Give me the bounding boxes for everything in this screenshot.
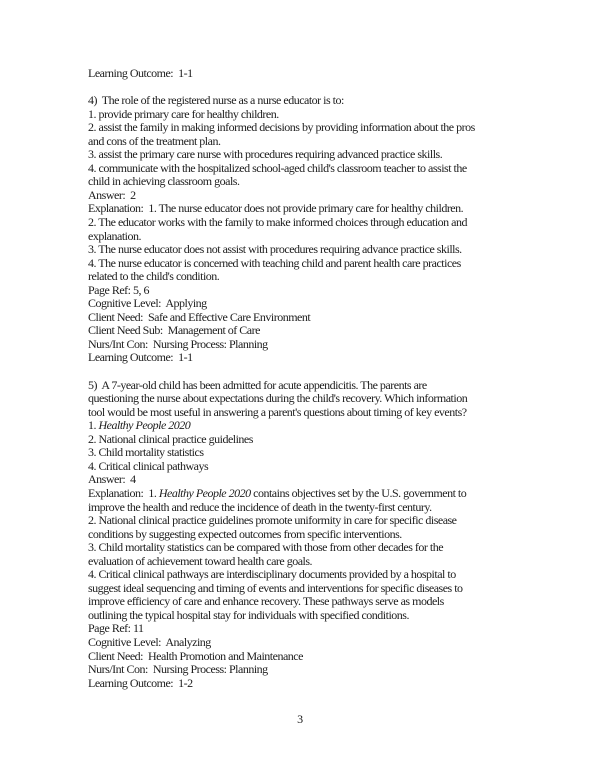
text-line [88,189,558,203]
text-line [88,162,558,176]
text-run: 4. The nurse educator is concerned with teaching child and parent health care practices [88,255,461,270]
text-run: 2. National clinical practice guidelines [88,431,253,446]
text-run: 1. [88,418,99,433]
text-line [88,568,558,582]
text-line [88,81,558,95]
text-line [88,555,558,569]
text-line [88,94,558,108]
text-run: Page Ref: 11 [88,621,144,636]
text-line [88,460,558,474]
text-run: Page Ref: 5, 6 [88,282,149,297]
text-run: conditions by suggesting expected outcomes from specific interventions. [88,526,402,541]
text-run: evaluation of achievement toward health care goals. [88,553,313,568]
text-line [88,609,558,623]
text-run: Learning Outcome: 1-2 [88,675,193,690]
text-run: 4. communicate with the hospitalized school-aged child's classroom teacher to assist the [88,160,467,175]
text-run: contains objectives set by the U.S. government to [250,485,467,500]
text-line [88,433,558,447]
text-line [88,324,558,338]
text-run: outlining the typical hospital stay for individuals with specified conditions. [88,607,409,622]
text-run: 3. Child mortality statistics [88,445,204,460]
text-run: Client Need: Health Promotion and Maintenance [88,648,303,663]
text-run: related to the child's condition. [88,269,220,284]
text-run: Answer: 4 [88,472,136,487]
text-run: Explanation: 1. [88,485,159,500]
text-line [88,202,558,216]
italic-text-run: Healthy People 2020 [158,485,251,500]
text-line [88,622,558,636]
text-run: Cognitive Level: Analyzing [88,634,211,649]
text-run: Learning Outcome: 1-1 [88,66,193,80]
text-run: 4. Critical clinical pathways are interdisciplinary documents provided by a hospital to [88,567,456,582]
text-line [88,175,558,189]
text-run: 2. The educator works with the family to make informed choices through education and [88,215,467,230]
text-line [88,270,558,284]
text-run: explanation. [88,228,141,243]
text-run: Learning Outcome: 1-1 [88,350,193,365]
text-line [88,419,558,433]
text-line [88,473,558,487]
text-run: Answer: 2 [88,187,136,202]
text-line [88,677,558,691]
text-run: tool would be most useful in answering a parent's questions about timing of key events? [88,404,467,419]
text-run: Cognitive Level: Applying [88,296,207,311]
text-run: improve efficiency of care and enhance recovery. These pathways serve as models [88,594,444,609]
text-run: Nurs/Int Con: Nursing Process: Planning [88,336,268,351]
text-line [88,406,558,420]
text-line [88,501,558,515]
text-line [88,636,558,650]
text-run: suggest ideal sequencing and timing of events and interventions for specific diseases to [88,580,463,595]
text-line [88,297,558,311]
document-body [88,67,558,690]
text-run: 3. Child mortality statistics can be compared with those from other decades for the [88,540,444,555]
text-line [88,392,558,406]
text-line [88,528,558,542]
text-line [88,148,558,162]
text-run: 4) The role of the registered nurse as a nurse educator is to: [88,93,344,108]
text-run: Client Need Sub: Management of Care [88,323,260,338]
page-number: 3 [297,712,303,726]
text-line [88,595,558,609]
text-line [88,582,558,596]
text-run: 1. provide primary care for healthy children. [88,106,279,121]
text-line [88,67,558,81]
text-line [88,379,558,393]
text-run: 3. The nurse educator does not assist with procedures requiring advance practice skills. [88,242,462,257]
text-run: 2. assist the family in making informed decisions by providing information about the pros [88,120,475,135]
text-run: Client Need: Safe and Effective Care Environment [88,309,311,324]
text-line [88,365,558,379]
text-run: 2. National clinical practice guidelines promote uniformity in care for specific disease [88,513,457,528]
text-run: Nurs/Int Con: Nursing Process: Planning [88,662,268,677]
text-line [88,351,558,365]
text-line [88,663,558,677]
text-line [88,243,558,257]
text-run: child in achieving classroom goals. [88,174,240,189]
text-run: 3. assist the primary care nurse with procedures requiring advanced practice skills. [88,147,443,162]
text-run: 4. Critical clinical pathways [88,458,209,473]
text-line [88,216,558,230]
text-line [88,108,558,122]
text-line [88,257,558,271]
text-line [88,541,558,555]
text-line [88,487,558,501]
text-line [88,514,558,528]
text-line [88,135,558,149]
text-run: questioning the nurse about expectations during the child's recovery. Which information [88,391,468,406]
text-run: Explanation: 1. The nurse educator does not provide primary care for healthy children. [88,201,464,216]
italic-text-run: Healthy People 2020 [98,418,191,433]
text-run: and cons of the treatment plan. [88,133,221,148]
text-line [88,311,558,325]
text-line [88,650,558,664]
text-run: improve the health and reduce the incidence of death in the twenty-first century. [88,499,432,514]
text-line [88,338,558,352]
text-line [88,230,558,244]
text-line [88,446,558,460]
text-run: 5) A 7-year-old child has been admitted for acute appendicitis. The parents are [88,377,427,392]
text-line [88,284,558,298]
text-line [88,121,558,135]
